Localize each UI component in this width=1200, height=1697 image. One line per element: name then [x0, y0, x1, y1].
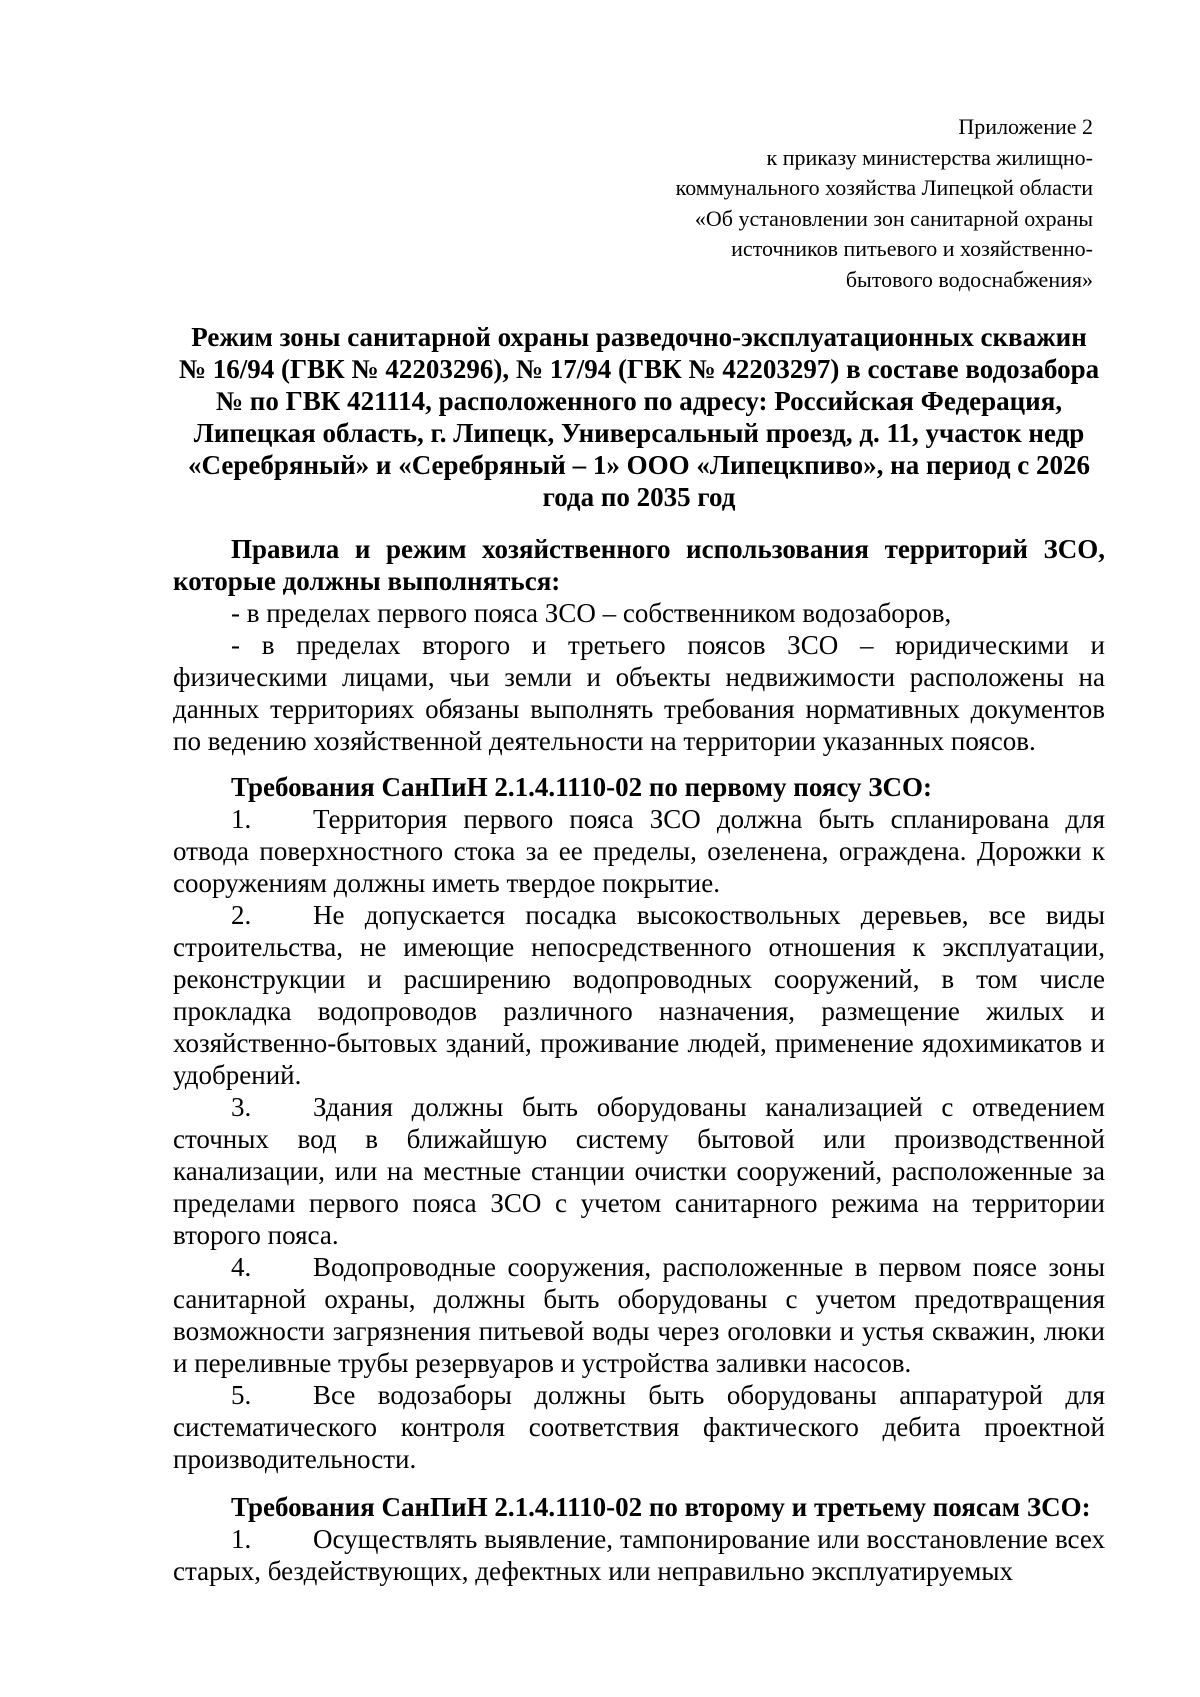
rules-bullet-second-third-zone: - в пределах второго и третьего поясов ЗСО – юридическими и физическими лицами, чьи земли и объекты недвижимости расположены на данных территориях обязаны выполнять требования нормативных документов по ведению хозяйственной деятельности на территории указанных поясов.	[173, 630, 1105, 756]
title-line: Режим зоны санитарной охраны разведочно-эксплуатационных скважин	[191, 322, 1087, 352]
appendix-line: Приложение 2	[958, 114, 1093, 139]
second-zone-heading: Требования СанПиН 2.1.4.1110-02 по второму и третьему поясам ЗСО:	[231, 1492, 1091, 1522]
title-line: Липецкая область, г. Липецк, Универсальный проезд, д. 11, участок недр	[193, 418, 1085, 448]
appendix-line: к приказу министерства жилищно-	[766, 144, 1093, 170]
title-line: № 16/94 (ГВК № 42203296), № 17/94 (ГВК № 42203297) в составе водозабора	[178, 354, 1100, 384]
item-text: Территория первого пояса ЗСО должна быть спланирована для отвода поверхностного стока за ее пределы, озеленена, ограждена. Дорожки к сооружениям должны иметь твердое покрытие.	[173, 804, 1105, 898]
title-line: года по 2035 год	[542, 482, 736, 512]
first-zone-item-2	[173, 899, 1105, 1091]
item-text: Не допускается посадка высокоствольных деревьев, все виды строительства, не имеющие непосредственного отношения к эксплуатации, реконструкции и расширению водопроводных сооружений, в том числе прокладка водопроводов различного назначения, размещение жилых и хозяйственно-бытовых зданий, проживание людей, применение ядохимикатов и удобрений.	[173, 900, 1105, 1090]
item-number: 1.	[231, 804, 252, 834]
first-zone-item-1	[173, 803, 1105, 899]
item-number: 2.	[231, 900, 252, 930]
document-title	[173, 321, 1105, 513]
title-line: № по ГВК 421114, расположенного по адресу: Российская Федерация,	[215, 386, 1063, 416]
item-number: 1.	[231, 1524, 252, 1554]
item-text: Осуществлять выявление, тампонирование или восстановление всех старых, бездействующих, дефектных или неправильно эксплуатируемых	[173, 1524, 1105, 1586]
appendix-line: бытового водоснабжения»	[845, 266, 1093, 292]
rules-heading: Правила и режим хозяйственного использования территорий ЗСО, которые должны выполняться:	[173, 534, 1105, 596]
item-text: Здания должны быть оборудованы канализацией с отведением сточных вод в ближайшую систему бытовой или производственной канализации, или на местные станции очистки сооружений, расположенные за пределами первого пояса ЗСО с учетом санитарного режима на территории второго пояса.	[173, 1092, 1105, 1250]
appendix-line: коммунального хозяйства Липецкой области	[675, 175, 1093, 200]
appendix-line: источников питьевого и хозяйственно-	[731, 236, 1093, 261]
title-line: «Серебряный» и «Серебряный – 1» ООО «Липецкпиво», на период с 2026	[188, 450, 1090, 480]
first-zone-heading: Требования СанПиН 2.1.4.1110-02 по первому поясу ЗСО:	[231, 772, 933, 802]
item-number: 4.	[231, 1252, 252, 1282]
item-number: 5.	[231, 1380, 252, 1410]
item-number: 3.	[231, 1092, 252, 1122]
first-zone-item-4	[173, 1251, 1105, 1379]
item-text: Водопроводные сооружения, расположенные в первом поясе зоны санитарной охраны, должны быть оборудованы с учетом предотвращения возможности загрязнения питьевой воды через оголовки и устья скважин, люки и переливные трубы резервуаров и устройства заливки насосов.	[173, 1252, 1105, 1378]
item-text: Все водозаборы должны быть оборудованы аппаратурой для систематического контроля соответствия фактического дебита проектной производительности.	[173, 1380, 1105, 1474]
first-zone-item-5	[173, 1379, 1105, 1475]
first-zone-item-3	[173, 1091, 1105, 1251]
appendix-block	[173, 112, 1105, 295]
rules-bullet-first-zone: - в пределах первого пояса ЗСО – собственником водозаборов,	[231, 598, 952, 628]
appendix-line: «Об установлении зон санитарной охраны	[694, 205, 1093, 231]
second-zone-item-1	[173, 1523, 1105, 1587]
